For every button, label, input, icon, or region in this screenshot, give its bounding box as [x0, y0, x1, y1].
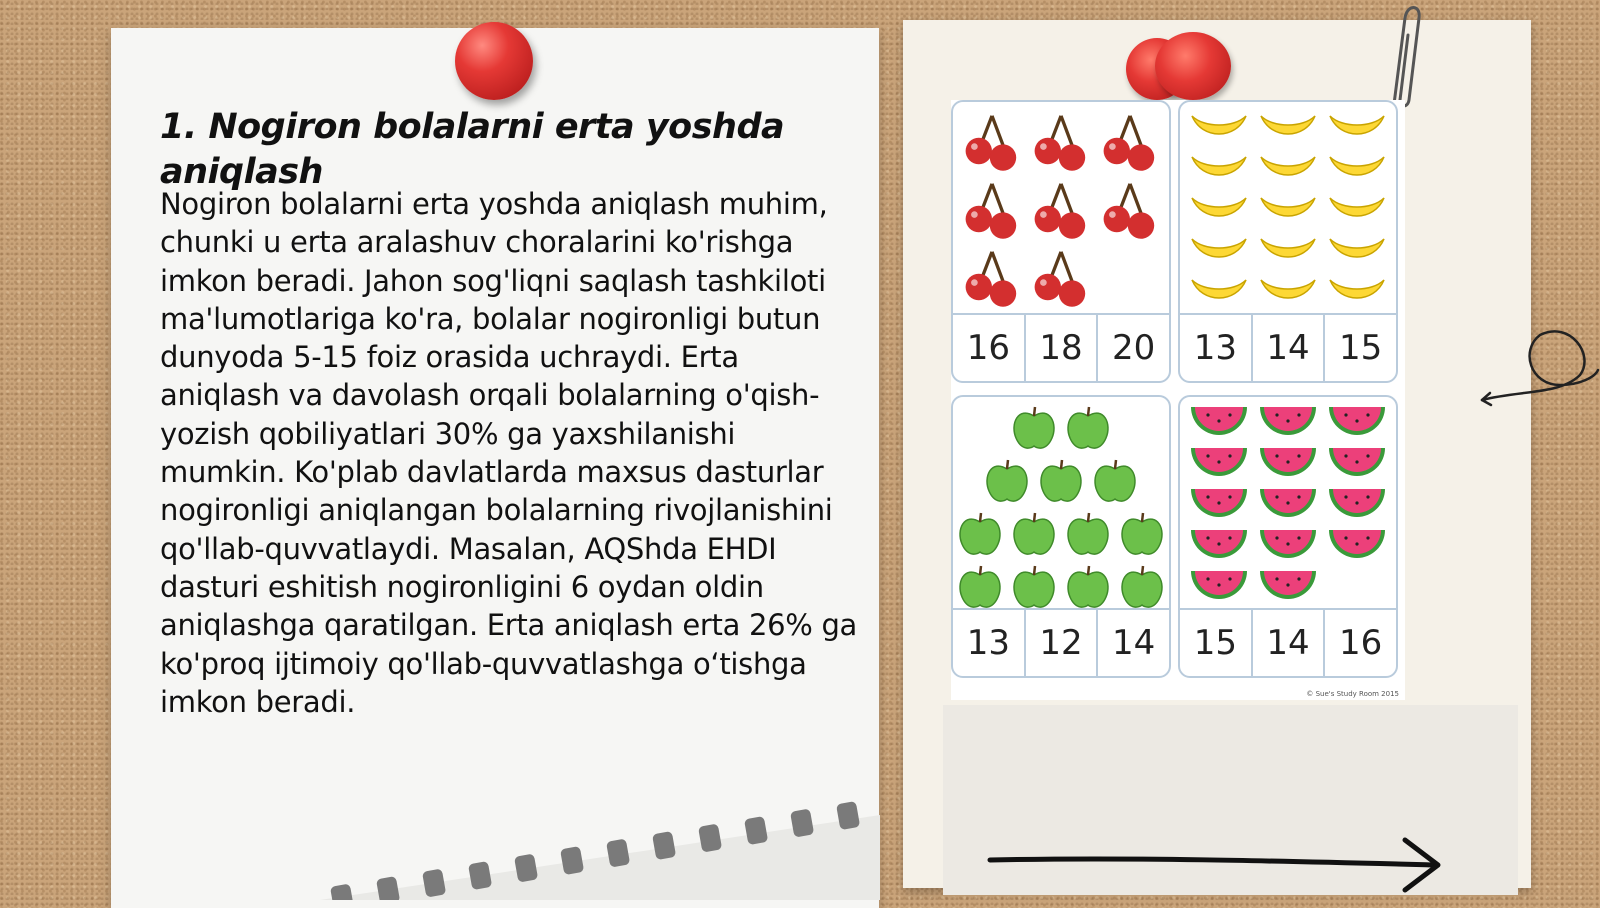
watermelon-icon	[1184, 567, 1253, 603]
watermelon-icon	[1184, 444, 1253, 480]
banana-icon	[1253, 149, 1322, 185]
slide-body-text: Nogiron bolalarni erta yoshda aniqlash muhim, chunki u erta aralashuv choralarini ko'rishga imkon beradi. Jahon sog'liqni saqlash tashkiloti ma'lumotlariga ko'ra, bolalar nogironligi butun dunyoda 5-15 foiz orasida uchraydi. Erta aniqlash va davolash orqali bolalarning o'qish-yozish qobiliyatlari 30% ga yaxshilanishi mumkin. Ko'plab davlatlarda maxsus dasturlar nogironligi aniqlangan bolalarning rivojlanishini qo'llab-quvvatlaydi. Masalan, AQShda EHDI dasturi eshitish nogironligini 6 oydan oldin aniqlashga qaratilgan. Erta aniqlash erta 26% ga ko'proq ijtimoiy qo'llab-quvvatlashga o‘tishga imkon beradi.	[160, 187, 858, 719]
watermelon-icon	[1323, 444, 1392, 480]
fruit-grid	[957, 106, 1165, 310]
watermelon-icon	[1184, 526, 1253, 562]
cherry-icon	[1026, 175, 1095, 241]
fruit-grid	[1184, 401, 1392, 605]
cherry-icon	[1026, 107, 1095, 173]
red-pushpin-icon	[1155, 32, 1231, 100]
apple-icon	[1062, 561, 1114, 613]
worksheet-card	[1178, 395, 1398, 678]
banana-icon	[1184, 231, 1253, 267]
slide-title: 1. Nogiron bolalarni erta yoshda aniqlash	[160, 107, 785, 192]
scribble-arrow-icon	[1480, 315, 1600, 415]
banana-icon	[1253, 108, 1322, 144]
apple-icon	[1008, 561, 1060, 613]
apple-icon	[1008, 508, 1060, 560]
watermelon-icon	[1323, 526, 1392, 562]
next-arrow-icon[interactable]	[980, 835, 1450, 895]
watermelon-icon	[1184, 403, 1253, 439]
banana-icon	[1253, 272, 1322, 308]
number-options	[1180, 608, 1396, 676]
worksheet-card	[1178, 100, 1398, 383]
number-option[interactable]: 13	[1193, 328, 1237, 368]
worksheet-card	[951, 100, 1171, 383]
banana-icon	[1323, 190, 1392, 226]
banana-icon	[1184, 108, 1253, 144]
number-option[interactable]: 15	[1193, 623, 1237, 663]
apple-icon	[1035, 455, 1087, 507]
banana-icon	[1323, 108, 1392, 144]
watermelon-icon	[1323, 403, 1392, 439]
number-options	[953, 313, 1169, 381]
number-option[interactable]: 14	[1096, 610, 1169, 676]
number-options	[953, 608, 1169, 676]
worksheet-credit: © Sue's Study Room 2015	[1306, 690, 1399, 698]
apple-icon	[981, 455, 1033, 507]
banana-icon	[1184, 190, 1253, 226]
banana-icon	[1184, 272, 1253, 308]
apple-icon	[1008, 402, 1060, 454]
banana-icon	[1323, 149, 1392, 185]
cherry-icon	[1026, 243, 1095, 309]
apple-icon	[1089, 455, 1141, 507]
apple-icon	[954, 508, 1006, 560]
apple-icon	[1116, 508, 1168, 560]
banana-icon	[1323, 231, 1392, 267]
watermelon-icon	[1253, 485, 1322, 521]
number-option[interactable]: 14	[1251, 610, 1324, 676]
banana-icon	[1253, 190, 1322, 226]
apple-icon	[1116, 561, 1168, 613]
fruit-counting-worksheet	[951, 100, 1405, 700]
fruit-grid	[957, 401, 1165, 605]
number-option[interactable]: 16	[966, 328, 1010, 368]
watermelon-icon	[1323, 485, 1392, 521]
apple-icon	[1062, 508, 1114, 560]
red-pushpin-icon	[455, 22, 533, 100]
banana-icon	[1184, 149, 1253, 185]
number-option[interactable]: 14	[1251, 315, 1324, 381]
number-option[interactable]: 15	[1323, 315, 1396, 381]
number-option[interactable]: 20	[1096, 315, 1169, 381]
cherry-icon	[1096, 107, 1165, 173]
watermelon-icon	[1253, 444, 1322, 480]
cherry-icon	[957, 175, 1026, 241]
banana-icon	[1253, 231, 1322, 267]
watermelon-icon	[1253, 403, 1322, 439]
watermelon-icon	[1253, 567, 1322, 603]
apple-icon	[1062, 402, 1114, 454]
number-option[interactable]: 12	[1024, 610, 1097, 676]
torn-spiral-edge	[320, 795, 880, 900]
number-option[interactable]: 16	[1323, 610, 1396, 676]
apple-icon	[954, 561, 1006, 613]
watermelon-icon	[1253, 526, 1322, 562]
fruit-grid	[1184, 106, 1392, 310]
number-option[interactable]: 13	[966, 623, 1010, 663]
cherry-icon	[1096, 175, 1165, 241]
cherry-icon	[957, 107, 1026, 173]
number-option[interactable]: 18	[1024, 315, 1097, 381]
watermelon-icon	[1184, 485, 1253, 521]
banana-icon	[1323, 272, 1392, 308]
number-options	[1180, 313, 1396, 381]
worksheet-card	[951, 395, 1171, 678]
cherry-icon	[957, 243, 1026, 309]
